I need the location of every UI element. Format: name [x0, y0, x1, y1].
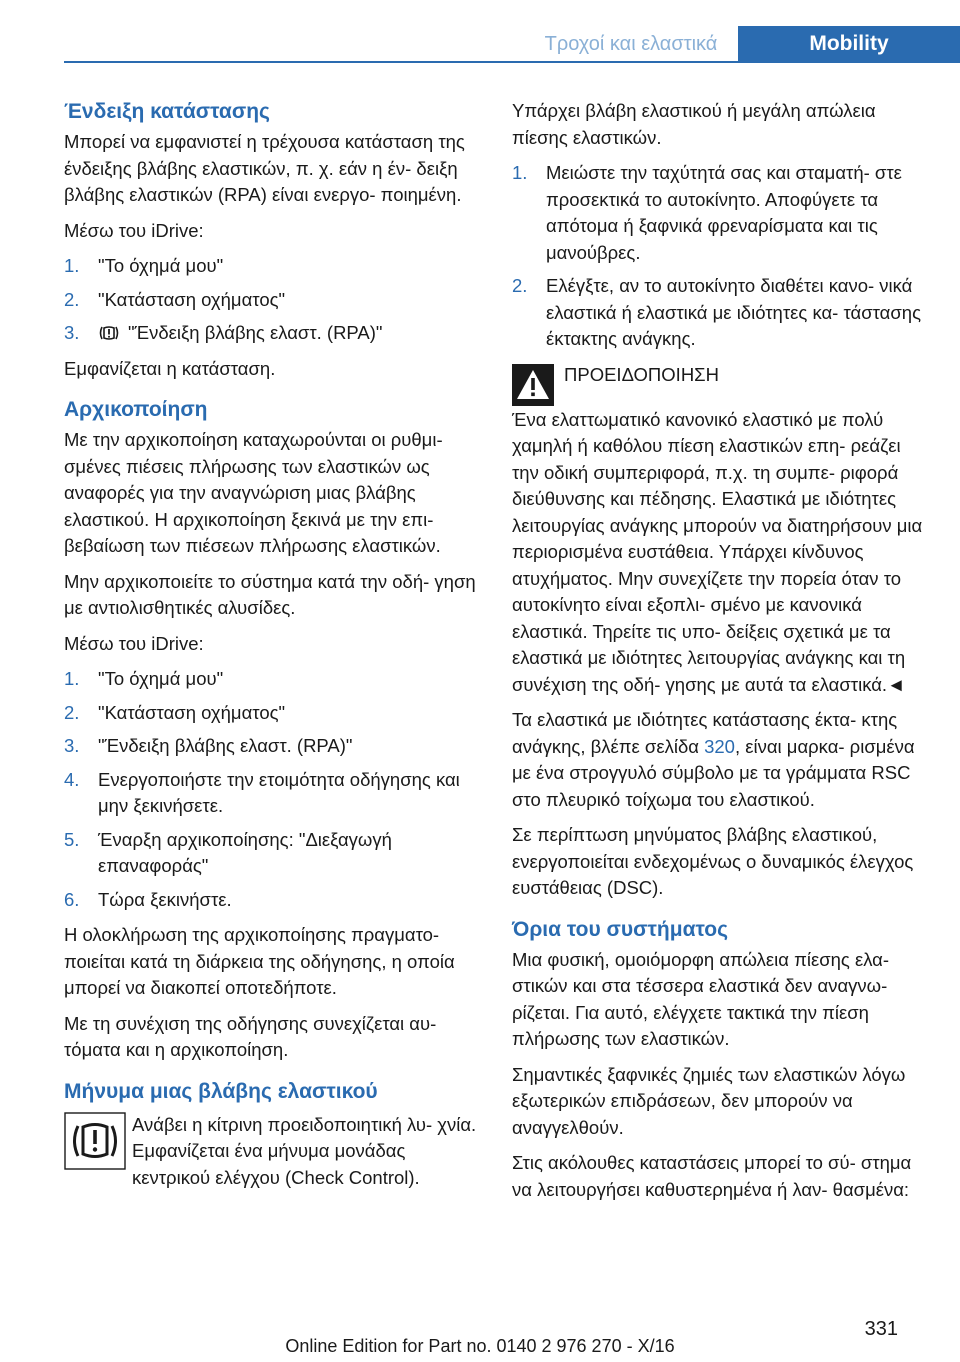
- list-item: [64, 767, 478, 820]
- limits-text-3: Στις ακόλουθες καταστάσεις μπορεί το σύ- στημα να λειτουργήσει καθυστερημένα ή λαν- θασμένα:: [512, 1152, 912, 1200]
- init-completion-text: Η ολοκλήρωση της αρχικοποίησης πραγματο- ποιείται κατά τη διάρκεια της οδήγησης, η οποία μπορεί να διακοπεί οποτεδήποτε.: [64, 924, 455, 998]
- init-steps: [64, 666, 478, 913]
- header-tabs: [524, 26, 960, 62]
- section-tab[interactable]: Τροχοί και ελαστικά: [524, 26, 738, 62]
- step-text: "Κατάσταση οχήματος": [98, 701, 286, 723]
- system-limits-heading: Όρια του συστήματος: [512, 917, 729, 941]
- list-item: [64, 253, 478, 280]
- warning-block: [512, 362, 926, 406]
- step-number: 5.: [64, 828, 80, 850]
- limits-text-1: Μια φυσική, ομοιόμορφη απώλεια πίεσης ελα- στικών και στα τέσσερα ελαστικά δεν αναγνω- ρίζεται. Για αυτό, ελέγχετε τακτικά την πίεση πλήρωσης των ελαστικών.: [512, 948, 890, 1049]
- damage-text: Υπάρχει βλάβη ελαστικού ή μεγάλη απώλεια πίεσης ελαστικών.: [512, 100, 876, 148]
- status-shown-text: Εμφανίζεται η κατάσταση.: [64, 357, 276, 379]
- step-number: 3.: [64, 322, 80, 343]
- step-number: 3.: [64, 735, 80, 756]
- step-number: 2.: [512, 275, 528, 296]
- right-column: [512, 98, 926, 1212]
- warning-triangle-icon: [512, 364, 554, 406]
- list-item: [64, 320, 478, 347]
- init-continue-text: Με τη συνέχιση της οδήγησης συνεχίζεται αυ- τόματα και η αρχικοποίηση.: [64, 1012, 437, 1060]
- dsc-text: Σε περίπτωση μηνύματος βλάβης ελαστικού, ενεργοποιείται ενδεχομένως ο δυναμικός έλεγχος ευστάθειας (DSC).: [512, 824, 914, 898]
- status-steps: [64, 253, 478, 347]
- edition-footer: Online Edition for Part no. 0140 2 976 270 - X/16: [285, 1336, 675, 1356]
- step-number: 6.: [64, 888, 80, 910]
- list-item: [64, 700, 478, 727]
- left-column: [64, 98, 478, 1191]
- list-item: [64, 827, 478, 880]
- header-rule: [64, 61, 960, 63]
- message-block: [64, 1112, 478, 1192]
- page-link-320[interactable]: 320: [704, 735, 735, 757]
- step-text: Έναρξη αρχικοποίησης: "Διεξαγωγή επαναφοράς": [98, 828, 392, 876]
- status-text: Μπορεί να εμφανιστεί η τρέχουσα κατάσταση της ένδειξης βλάβης ελαστικών, π. χ. εάν η έν- δειξη βλάβης ελαστικών (RPA) είναι ενεργο- ποιημένη.: [64, 131, 465, 205]
- step-text: "Κατάσταση οχήματος": [98, 288, 286, 310]
- step-number: 2.: [64, 701, 80, 723]
- list-item: [64, 287, 478, 314]
- tire-pressure-warning-icon: [64, 1112, 126, 1170]
- chapter-tab[interactable]: Mobility: [738, 26, 960, 62]
- tire-warning-icon: [98, 325, 120, 341]
- rsc-text-after: , είναι μαρκα- ρισμένα με ένα στρογγυλό σύμβολο με τα γράμματα RSC στο πλευρικό τοίχωμα του ελαστικού.: [512, 735, 915, 810]
- init-heading: Αρχικοποίηση: [64, 398, 208, 421]
- step-text: Μειώστε την ταχύτητά σας και σταματή- στε προσεκτικά το αυτοκίνητο. Αποφύγετε τα απότομα ή ξαφνικά φρεναρίσματα και τις μανούβρες.: [546, 162, 902, 263]
- step-number: 2.: [64, 288, 80, 310]
- limits-text-2: Σημαντικές ξαφνικές ζημιές των ελαστικών λόγω εξωτερικών επιδράσεων, δεν μπορούν να αναγγελθούν.: [512, 1063, 906, 1138]
- message-heading: Μήνυμα μιας βλάβης ελαστικού: [64, 1079, 378, 1103]
- list-item: [64, 733, 478, 760]
- init-text: Με την αρχικοποίηση καταχωρούνται οι ρυθμι- σμένες πιέσεις πλήρωσης των ελαστικών ως αναφορές για την αναγνώριση μιας βλάβης ελαστικού. Η αρχικοποίηση ξεκινά με την επι- βεβαίωση των πιέσεων πλήρωσης ελαστικών.: [64, 429, 443, 556]
- list-item: [512, 273, 926, 353]
- rsc-text: [512, 707, 926, 813]
- step-number: 1.: [64, 668, 80, 689]
- step-number: 1.: [512, 162, 528, 183]
- rsc-text-before: Τα ελαστικά με ιδιότητες κατάστασης έκτα- κτης ανάγκης, βλέπε σελίδα: [512, 709, 898, 757]
- message-text: Ανάβει η κίτρινη προειδοποιητική λυ- χνία. Εμφανίζεται ένα μήνυμα μονάδας κεντρικού ελέγχου (Check Control).: [132, 1113, 477, 1188]
- damage-steps: [512, 160, 926, 353]
- page-number: 331: [864, 1318, 898, 1340]
- init-chains-note: Μην αρχικοποιείτε το σύστημα κατά την οδή- γηση με αντιολισθητικές αλυσίδες.: [64, 570, 476, 618]
- step-text: Ενεργοποιήστε την ετοιμότητα οδήγησης και μην ξεκινήσετε.: [98, 768, 460, 816]
- step-text: "Το όχημά μου": [98, 668, 224, 689]
- step-text: Ελέγξτε, αν το αυτοκίνητο διαθέτει κανο- νικά ελαστικά ή ελαστικά με ιδιότητες κα- τάστασης έκτακτης ανάγκης.: [546, 275, 921, 349]
- list-item: [64, 887, 478, 914]
- step-text: "Το όχημά μου": [98, 255, 224, 276]
- list-item: [512, 160, 926, 266]
- step-number: 1.: [64, 255, 80, 276]
- status-heading: Ένδειξη κατάστασης: [64, 100, 270, 123]
- init-via-idrive-label: Μέσω του iDrive:: [64, 632, 204, 654]
- step-number: 4.: [64, 768, 80, 790]
- warning-title: ΠΡΟΕΙΔΟΠΟΙΗΣΗ: [564, 363, 719, 385]
- via-idrive-label: Μέσω του iDrive:: [64, 219, 204, 241]
- step-text: "Ένδειξη βλάβης ελαστ. (RPA)": [98, 735, 353, 756]
- step-text: Τώρα ξεκινήστε.: [98, 888, 232, 910]
- warning-text: Ένα ελαττωματικό κανονικό ελαστικό με πολύ χαμηλή ή καθόλου πίεση ελαστικών επη- ρεάζει την οδική συμπεριφορά, π.χ. τη συμπε- ριφορά διεύθυνσης και πέδησης. Ελαστικά με ιδιότητες λειτουργίας ανάγκης μπορούν να διατηρήσουν μια περιορισμένα ευστάθεια. Υπάρχει κίνδυνος ατυχήματος. Μην συνεχίζετε την πορεία όταν το αυτοκίνητο είναι εξοπλι- σμένο με κανονικά ελαστικά. Τηρείτε τις υπο- δείξεις σχετικά με τα ελαστικά με ιδιότητες λειτουργίας ανάγκης και τη συνέχιση της οδή- γησης με αυτά τα ελαστικά.◄: [512, 408, 923, 695]
- step-text: "Ένδειξη βλάβης ελαστ. (RPA)": [128, 322, 383, 343]
- list-item: [64, 666, 478, 693]
